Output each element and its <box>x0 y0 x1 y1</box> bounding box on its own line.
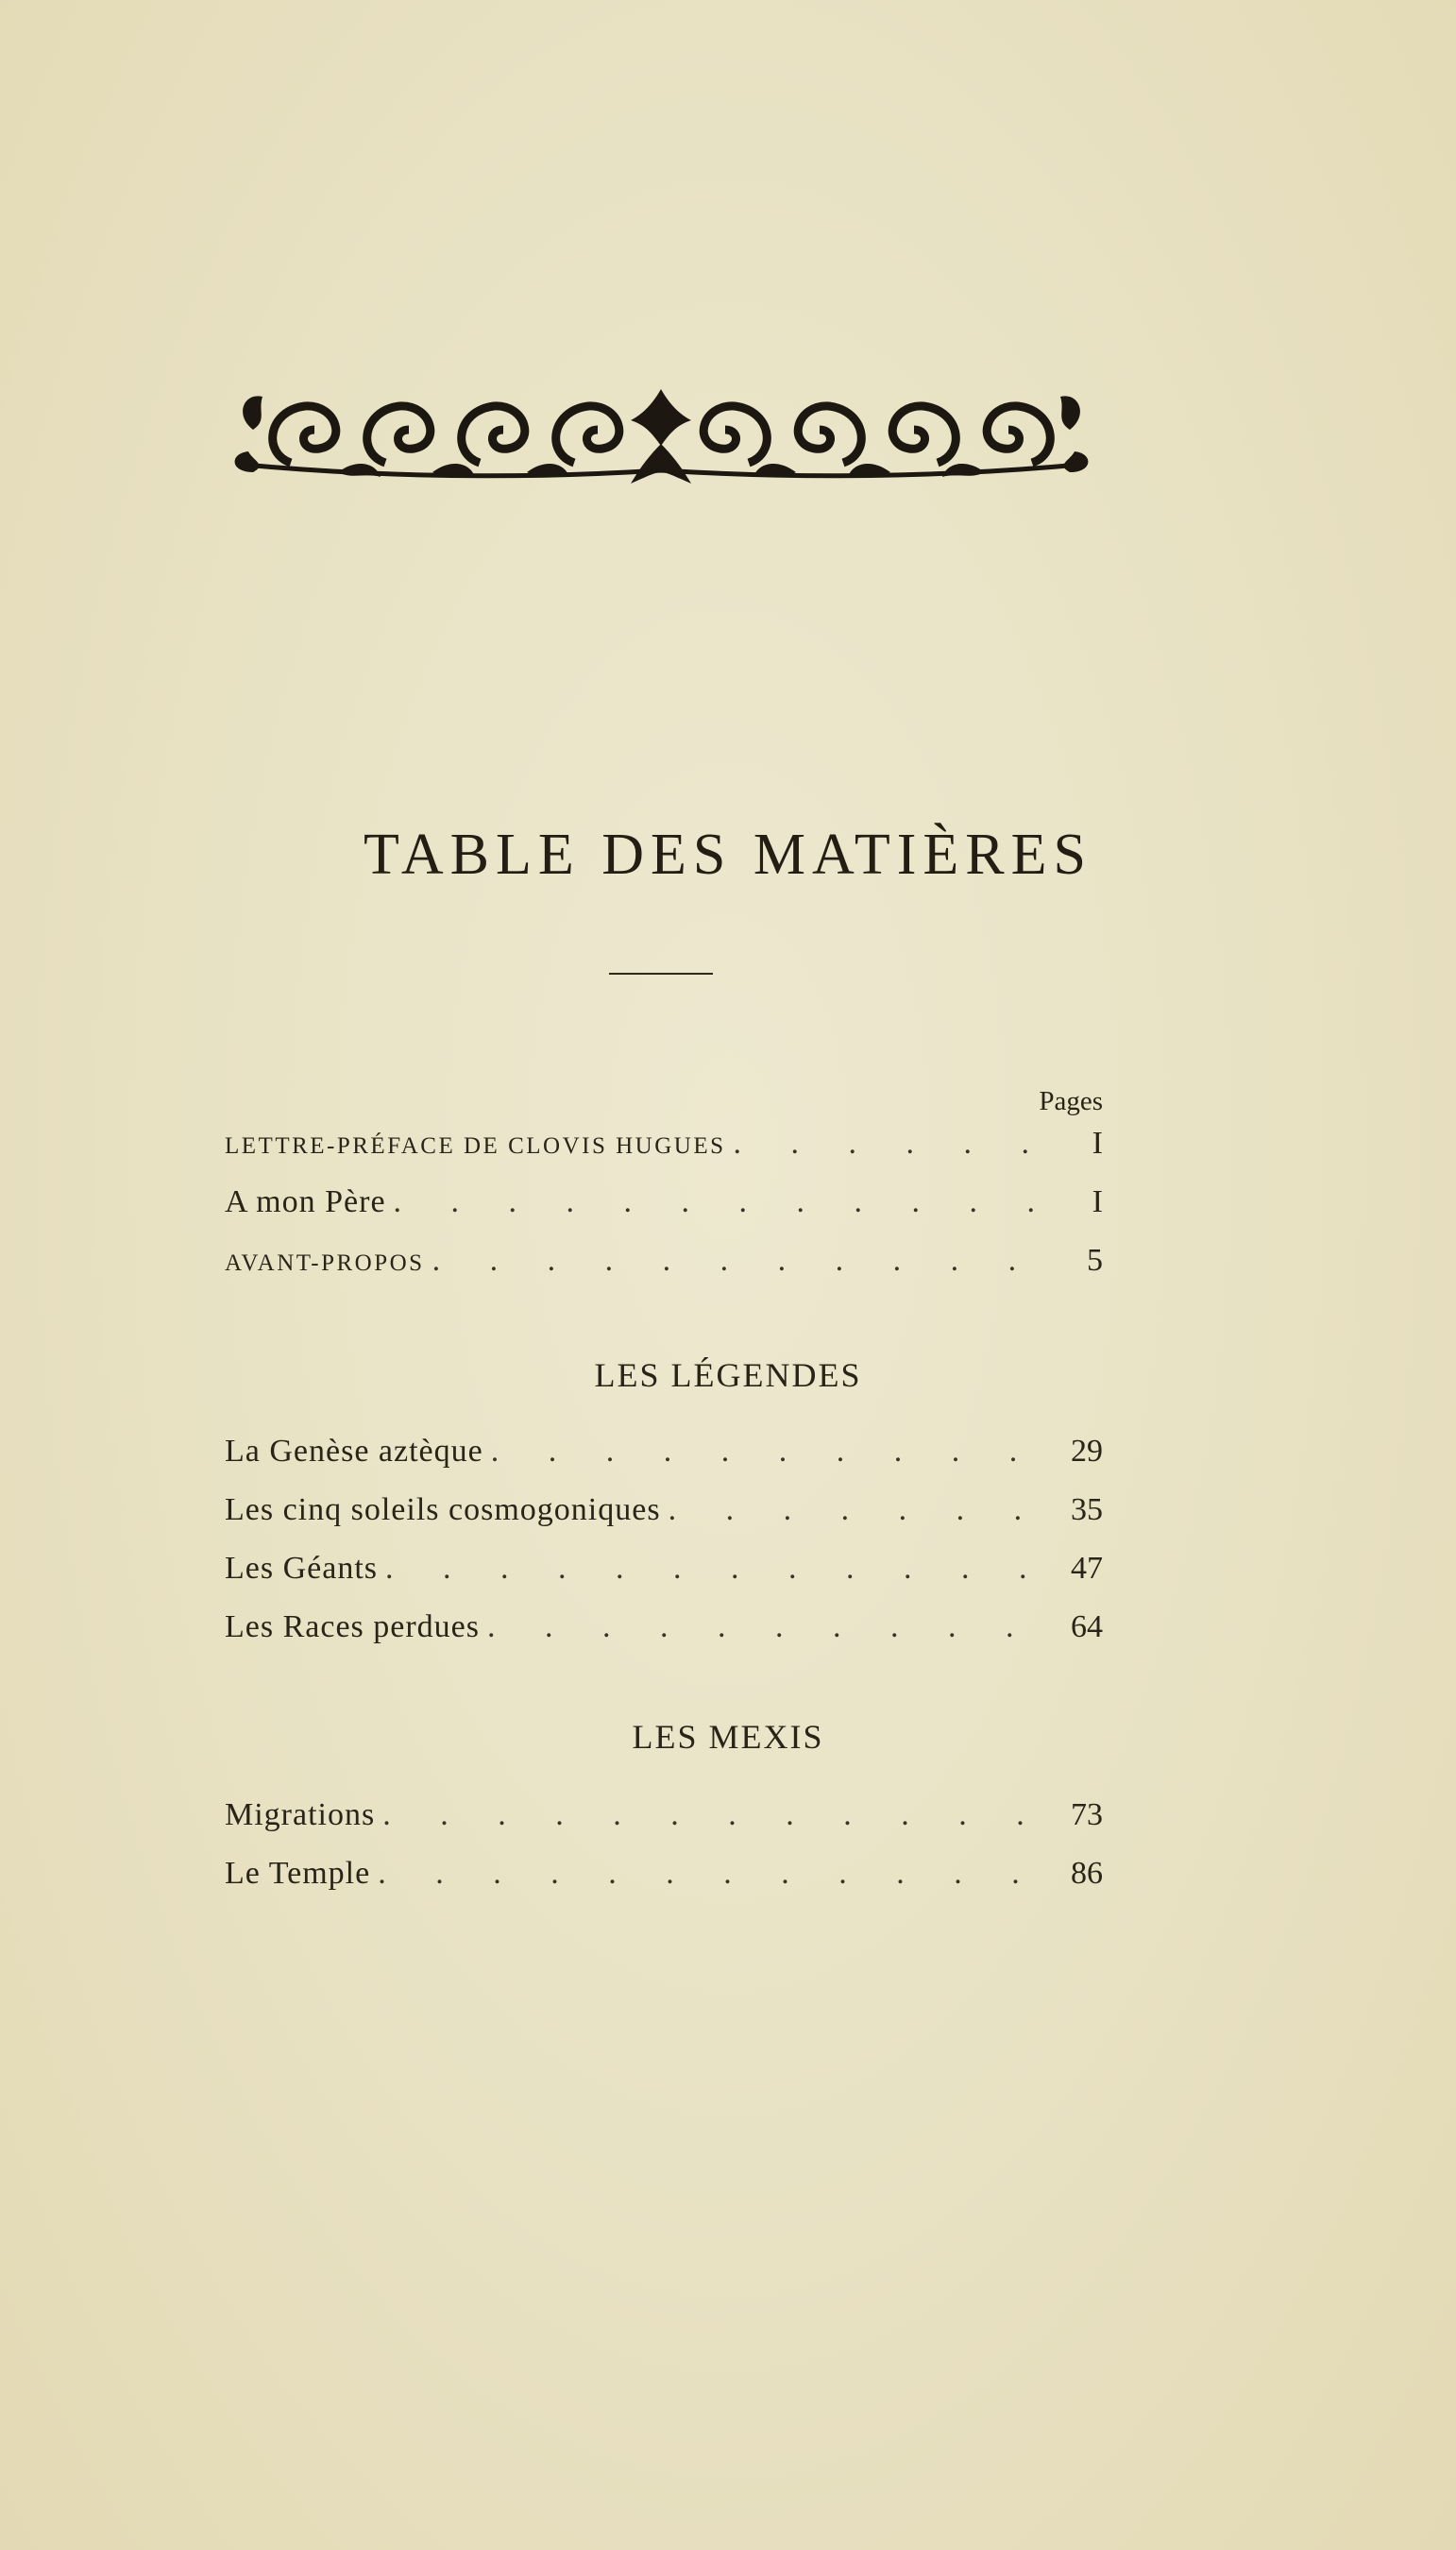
dot-leader <box>394 1184 1061 1220</box>
page-title: TABLE DES MATIÈRES <box>363 823 1093 887</box>
dot-leader <box>432 1243 1061 1279</box>
toc-entry <box>225 1551 1103 1609</box>
dot-leader <box>487 1609 1061 1645</box>
toc-entry <box>225 1492 1103 1551</box>
toc-entry-label: AVANT-PROPOS <box>225 1250 425 1276</box>
dot-leader <box>669 1492 1061 1528</box>
dot-leader <box>491 1434 1061 1470</box>
toc-entry-label: Les Races perdues <box>225 1609 481 1644</box>
toc-entry-page: 47 <box>1071 1551 1103 1586</box>
dot-leader <box>378 1856 1061 1892</box>
toc-entry <box>225 1184 1103 1243</box>
toc-entry <box>225 1797 1103 1856</box>
toc-entry-page: 5 <box>1087 1243 1103 1278</box>
toc-entry-page: 73 <box>1071 1797 1103 1832</box>
toc-entry-label: La Genèse aztèque <box>225 1434 483 1469</box>
toc-entry <box>225 1434 1103 1492</box>
toc-entry-label: Les cinq soleils cosmogoniques <box>225 1492 661 1527</box>
toc-entry-label: A mon Père <box>225 1184 386 1219</box>
dot-leader <box>382 1797 1061 1833</box>
title-divider <box>609 973 713 975</box>
toc-entry <box>225 1243 1103 1301</box>
toc-entry-page: I <box>1092 1126 1103 1161</box>
section-entries <box>225 1434 1103 1668</box>
toc-entry-page: 86 <box>1071 1856 1103 1891</box>
toc-entry-label: Migrations <box>225 1797 376 1832</box>
toc-entry <box>225 1609 1103 1668</box>
section-heading: LES MEXIS <box>632 1718 824 1756</box>
toc-entry-label: Les Géants <box>225 1551 379 1586</box>
dot-leader <box>385 1551 1061 1587</box>
section-heading: LES LÉGENDES <box>594 1356 862 1394</box>
toc-entry-label: Le Temple <box>225 1856 371 1891</box>
toc-entry <box>225 1856 1103 1914</box>
front-matter-list <box>225 1126 1103 1301</box>
section-entries <box>225 1797 1103 1914</box>
dot-leader <box>734 1126 1061 1162</box>
toc-entry-page: 35 <box>1071 1492 1103 1527</box>
decorative-scroll-ornament <box>225 378 1098 489</box>
toc-entry <box>225 1126 1103 1184</box>
pages-column-label: Pages <box>1039 1086 1103 1116</box>
toc-entry-page: 64 <box>1071 1609 1103 1644</box>
toc-entry-page: 29 <box>1071 1434 1103 1469</box>
toc-entry-page: I <box>1092 1184 1103 1219</box>
toc-entry-label: LETTRE-PRÉFACE DE CLOVIS HUGUES <box>225 1133 726 1159</box>
